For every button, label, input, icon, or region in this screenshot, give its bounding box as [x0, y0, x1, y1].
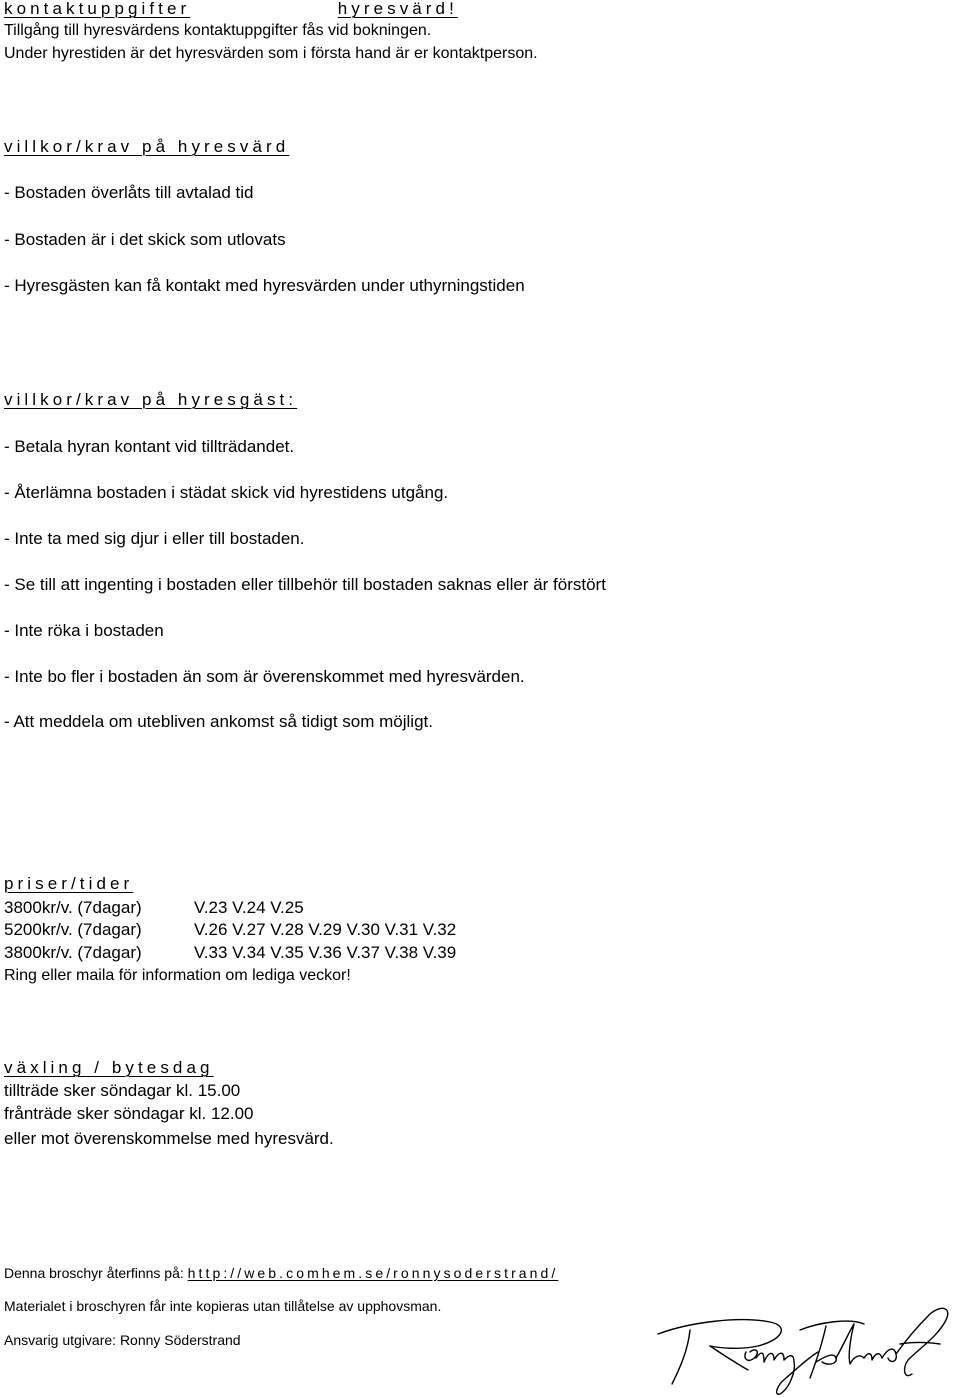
landlord-heading: villkor/krav på hyresvärd: [4, 137, 290, 156]
publisher-line: Ansvarig utgivare: Ronny Söderstrand: [4, 1332, 241, 1348]
signature-image: [650, 1300, 960, 1398]
tenant-item: - Betala hyran kontant vid tillträdandet.: [4, 437, 295, 456]
tenant-item: - Att meddela om utebliven ankomst så tidigt som möjligt.: [4, 712, 433, 731]
contact-heading: [4, 0, 458, 17]
price-weeks: V.23 V.24 V.25: [194, 898, 304, 917]
landlord-item: - Bostaden överlåts till avtalad tid: [4, 183, 254, 202]
tenant-item: - Inte bo fler i bostaden än som är överenskommet med hyresvärden.: [4, 667, 525, 686]
tenant-item: - Återlämna bostaden i städat skick vid hyrestidens utgång.: [4, 483, 449, 502]
copyright-notice: Materialet i broschyren får inte kopieras utan tillåtelse av upphovsman.: [4, 1298, 442, 1314]
price-row: [4, 920, 457, 939]
tenant-item: - Se till att ingenting i bostaden eller tillbehör till bostaden saknas eller är förstört: [4, 575, 606, 594]
price-value: 5200kr/v. (7dagar): [4, 920, 142, 939]
price-weeks: V.26 V.27 V.28 V.29 V.30 V.31 V.32: [194, 920, 457, 939]
exchange-line: frånträde sker söndagar kl. 12.00: [4, 1104, 254, 1123]
contact-line-2: Under hyrestiden är det hyresvärden som i första hand är er kontaktperson.: [4, 45, 538, 62]
price-row: [4, 943, 457, 962]
tenant-heading: villkor/krav på hyresgäst:: [4, 390, 298, 409]
price-value: 3800kr/v. (7dagar): [4, 943, 142, 962]
exchange-line: eller mot överenskommelse med hyresvärd.: [4, 1129, 334, 1148]
contact-heading-right: hyresvärd!: [337, 0, 458, 18]
price-weeks: V.33 V.34 V.35 V.36 V.37 V.38 V.39: [194, 943, 457, 962]
brochure-line: [4, 1266, 558, 1280]
prices-note: Ring eller maila för information om lediga veckor!: [4, 967, 351, 984]
landlord-item: - Bostaden är i det skick som utlovats: [4, 230, 286, 249]
prices-heading: priser/tider: [4, 874, 134, 893]
contact-heading-left: kontaktuppgifter: [4, 0, 191, 18]
tenant-item: - Inte röka i bostaden: [4, 621, 164, 640]
price-row: [4, 898, 304, 917]
brochure-label: Denna broschyr återfinns på:: [4, 1265, 188, 1281]
brochure-link[interactable]: http://web.comhem.se/ronnysoderstrand/: [187, 1265, 559, 1281]
price-value: 3800kr/v. (7dagar): [4, 898, 142, 917]
exchange-line: tillträde sker söndagar kl. 15.00: [4, 1081, 241, 1100]
tenant-item: - Inte ta med sig djur i eller till bostaden.: [4, 529, 305, 548]
exchange-heading: växling / bytesdag: [4, 1058, 214, 1077]
contact-line-1: Tillgång till hyresvärdens kontaktuppgifter fås vid bokningen.: [4, 22, 432, 39]
landlord-item: - Hyresgästen kan få kontakt med hyresvärden under uthyrningstiden: [4, 276, 525, 295]
